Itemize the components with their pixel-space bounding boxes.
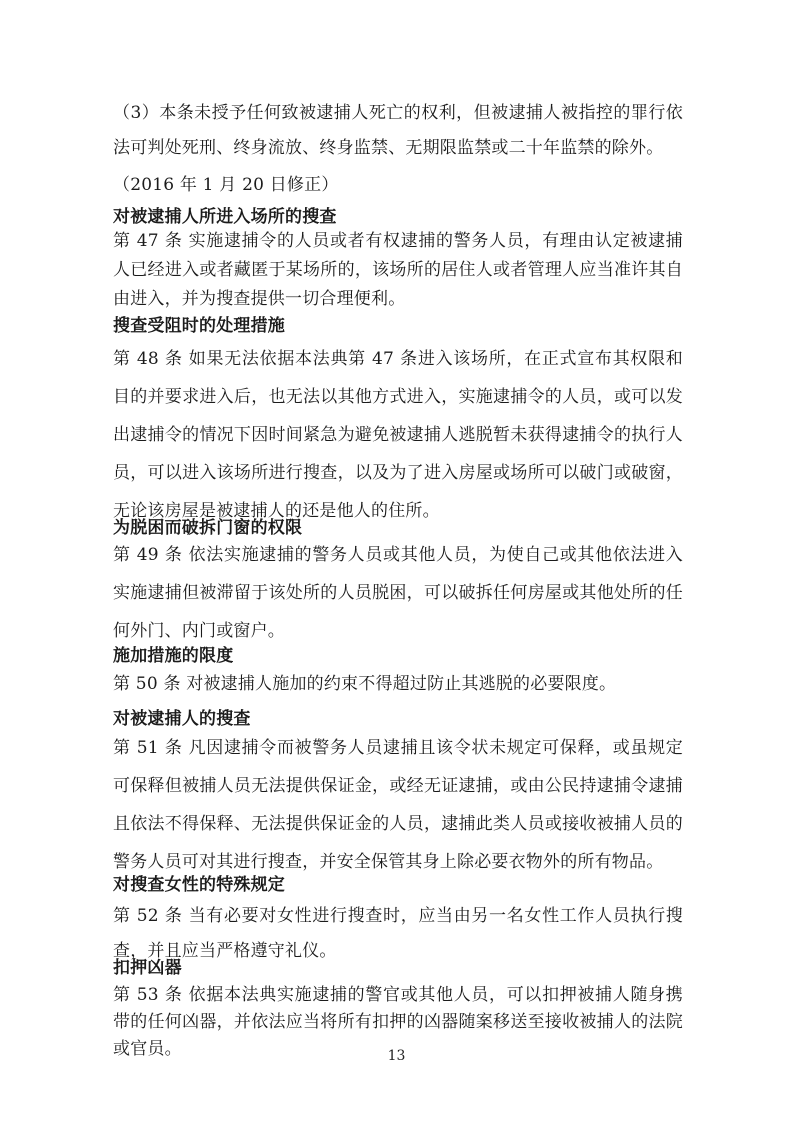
section-heading-art52: 对搜查女性的特殊规定 [113,875,285,895]
paragraph-article-47: 第 47 条 实施逮捕令的人员或者有权逮捕的警务人员，有理由认定被逮捕人已经进入或者藏匿于某场所的，该场所的居住人或者管理人应当准许其自由进入，并为搜查提供一切合理便利。 [113,231,683,309]
paragraph-article-53: 第 53 条 依据本法典实施逮捕的警官或其他人员，可以扣押被捕人随身携带的任何凶器，并依法应当将所有扣押的凶器随案移送至接收被捕人的法院或官员。 [113,985,683,1059]
document-body [113,96,683,1063]
paragraph-clause-3: （3）本条未授予任何致被逮捕人死亡的权利，但被逮捕人被指控的罪行依法可判处死刑、终身流放、终身监禁、无期限监禁或二十年监禁的除外。 [113,103,683,158]
section-heading-art48: 搜查受阻时的处理措施 [113,316,285,336]
section-heading-art51: 对被逮捕人的搜查 [113,709,251,729]
paragraph-amendment-note: （2016 年 1 月 20 日修正） [113,175,339,195]
page-number: 13 [387,1048,406,1064]
section-heading-art47: 对被逮捕人所进入场所的搜查 [113,207,337,227]
paragraph-article-50: 第 50 条 对被逮捕人施加的约束不得超过防止其逃脱的必要限度。 [113,674,617,694]
paragraph-article-49: 第 49 条 依法实施逮捕的警务人员或其他人员，为使自己或其他依法进入实施逮捕但被滞留于该处所的人员脱困，可以破拆任何房屋或其他处所的任何外门、内门或窗户。 [113,545,683,641]
paragraph-article-48: 第 48 条 如果无法依据本法典第 47 条进入该场所，在正式宣布其权限和目的并要求进入后，也无法以其他方式进入，实施逮捕令的人员，或可以发出逮捕令的情况下因时间紧急为避免被逮捕人逃脱暂未获得逮捕令的执行人员，可以进入该场所进行搜查，以及为了进入房屋或场所可以破门或破窗，无论该房屋是被逮捕人的还是他人的住所。 [113,349,683,521]
paragraph-article-51: 第 51 条 凡因逮捕令而被警务人员逮捕且该令状未规定可保释，或虽规定可保释但被捕人员无法提供保证金，或经无证逮捕，或由公民持逮捕令逮捕且依法不得保释、无法提供保证金的人员，逮捕此类人员或接收被捕人员的警务人员可对其进行搜查，并安全保管其身上除必要衣物外的所有物品。 [113,738,683,872]
section-heading-art49: 为脱困而破拆门窗的权限 [113,518,303,538]
paragraph-article-52: 第 52 条 当有必要对女性进行搜查时，应当由另一名女性工作人员执行搜查，并且应当严格遵守礼仪。 [113,906,683,961]
section-heading-art53: 扣押凶器 [113,958,182,978]
section-heading-art50: 施加措施的限度 [113,646,234,666]
